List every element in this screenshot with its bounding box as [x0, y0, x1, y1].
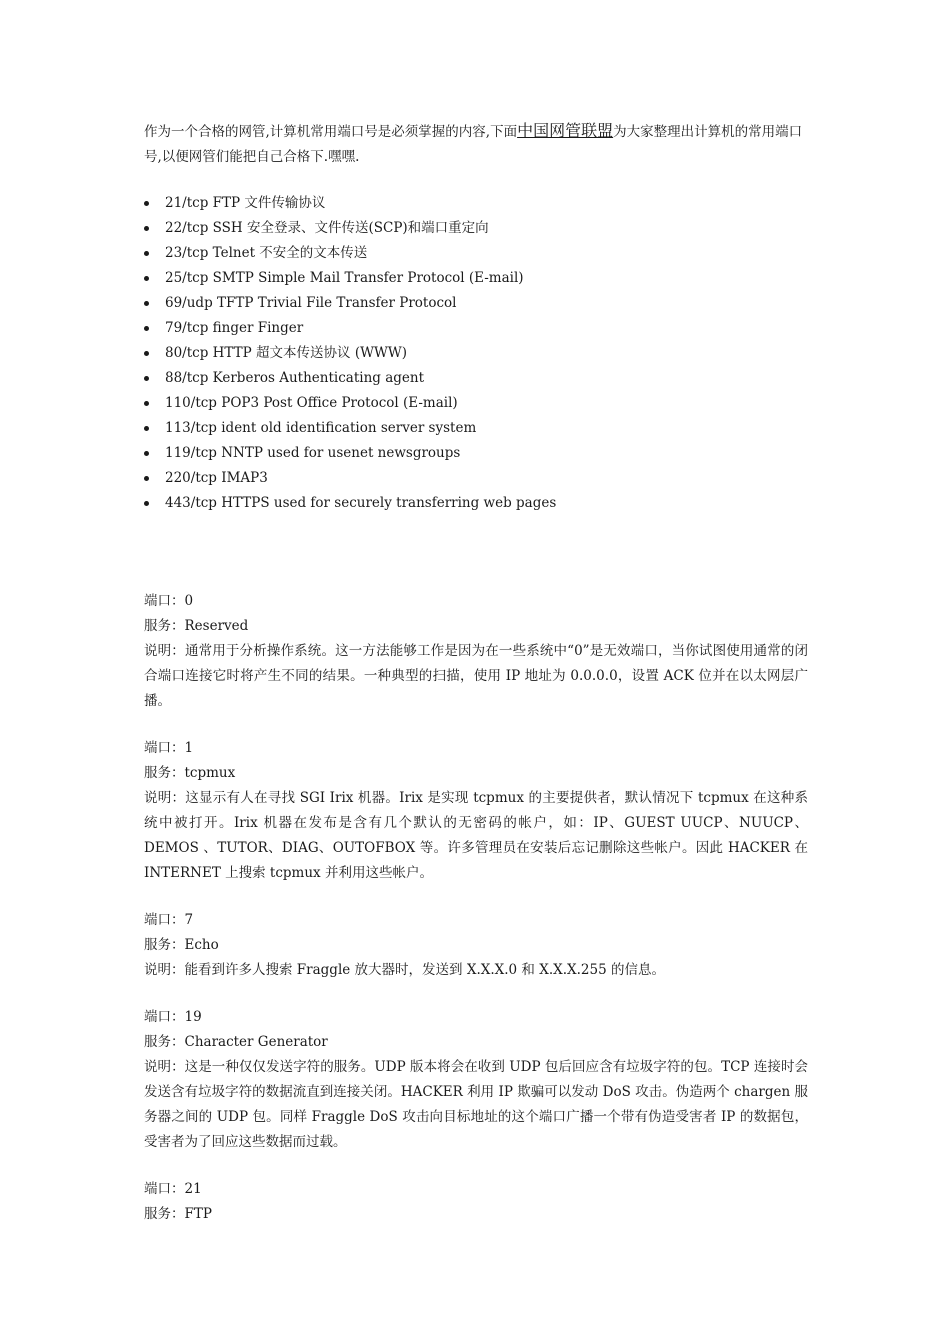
network-admin-league-link[interactable]: 中国网管联盟: [517, 121, 614, 140]
bullet-icon: [144, 426, 149, 431]
port-service: 服务：FTP: [144, 1206, 212, 1222]
list-item: [144, 241, 808, 266]
list-item-text: 69/udp TFTP Trivial File Transfer Protocol: [165, 295, 457, 311]
port-service: 服务：Reserved: [144, 618, 249, 634]
list-item: [144, 366, 808, 391]
list-item-text: 443/tcp HTTPS used for securely transferring web pages: [165, 495, 557, 511]
list-item: [144, 466, 808, 491]
list-item-text: 79/tcp finger Finger: [165, 320, 304, 336]
bullet-icon: [144, 301, 149, 306]
bullet-icon: [144, 326, 149, 331]
port-service: 服务：Echo: [144, 937, 219, 953]
port-number: 端口：7: [144, 912, 194, 928]
document-page: [144, 118, 808, 1249]
port-service: 服务：tcpmux: [144, 765, 236, 781]
port-entry: [144, 589, 808, 714]
list-item: [144, 266, 808, 291]
intro-text-before: 作为一个合格的网管,计算机常用端口号是必须掌握的内容,下面: [144, 124, 518, 140]
port-number: 端口：21: [144, 1181, 202, 1197]
list-item-text: 113/tcp ident old identification server system: [165, 420, 477, 436]
port-description: 说明：这显示有人在寻找 SGI Irix 机器。Irix 是实现 tcpmux 的主要提供者，默认情况下 tcpmux 在这种系统中被打开。Irix 机器在发布是含有几个默认的无密码的帐户，如：IP、GUEST UUCP、NUUCP、DEMOS 、TUTOR、DIAG、OUTOFBOX 等。许多管理员在安装后忘记删除这些帐户。因此 HACKER 在 INTERNET 上搜索 tcpmux 并利用这些帐户。: [144, 790, 808, 881]
port-description: 说明：能看到许多人搜索 Fraggle 放大器时，发送到 X.X.X.0 和 X.X.X.255 的信息。: [144, 962, 665, 978]
bullet-icon: [144, 201, 149, 206]
list-item-text: 220/tcp IMAP3: [165, 470, 268, 486]
port-entry: [144, 736, 808, 886]
list-item-text: 88/tcp Kerberos Authenticating agent: [165, 370, 425, 386]
port-number: 端口：0: [144, 593, 194, 609]
port-number: 端口：19: [144, 1009, 202, 1025]
port-service: 服务：Character Generator: [144, 1034, 328, 1050]
port-descriptions: [144, 589, 808, 1227]
list-item-text: 110/tcp POP3 Post Office Protocol (E-mail): [165, 395, 458, 411]
list-item: [144, 441, 808, 466]
list-item-text: 25/tcp SMTP Simple Mail Transfer Protocol (E-mail): [165, 270, 524, 286]
bullet-icon: [144, 401, 149, 406]
list-item-text: 119/tcp NNTP used for usenet newsgroups: [165, 445, 461, 461]
intro-text-after: 为大家整理出计算机的常用端口号,以便网管们能把自己合格下.嘿嘿.: [144, 124, 803, 165]
list-item: [144, 216, 808, 241]
list-item-text: 21/tcp FTP 文件传输协议: [165, 195, 326, 211]
common-port-list: [144, 191, 808, 516]
bullet-icon: [144, 351, 149, 356]
intro-paragraph: [144, 118, 808, 170]
bullet-icon: [144, 451, 149, 456]
port-description: 说明：这是一种仅仅发送字符的服务。UDP 版本将会在收到 UDP 包后回应含有垃圾字符的包。TCP 连接时会发送含有垃圾字符的数据流直到连接关闭。HACKER 利用 IP 欺骗可以发动 DoS 攻击。伪造两个 chargen 服务器之间的 UDP 包。同样 Fraggle DoS 攻击向目标地址的这个端口广播一个带有伪造受害者 IP 的数据包，受害者为了回应这些数据而过载。: [144, 1059, 808, 1150]
bullet-icon: [144, 276, 149, 281]
bullet-icon: [144, 251, 149, 256]
list-item-text: 80/tcp HTTP 超文本传送协议 (WWW): [165, 345, 408, 361]
list-item-text: 23/tcp Telnet 不安全的文本传送: [165, 245, 368, 261]
port-entry: [144, 1177, 808, 1227]
port-description: 说明：通常用于分析操作系统。这一方法能够工作是因为在一些系统中“0”是无效端口，当你试图使用通常的闭合端口连接它时将产生不同的结果。一种典型的扫描，使用 IP 地址为 0.0.0.0，设置 ACK 位并在以太网层广播。: [144, 643, 808, 709]
port-number: 端口：1: [144, 740, 194, 756]
list-item: [144, 491, 808, 516]
list-item: [144, 316, 808, 341]
list-item-text: 22/tcp SSH 安全登录、文件传送(SCP)和端口重定向: [165, 220, 489, 236]
list-item: [144, 291, 808, 316]
bullet-icon: [144, 376, 149, 381]
bullet-icon: [144, 476, 149, 481]
list-item: [144, 191, 808, 216]
bullet-icon: [144, 501, 149, 506]
port-entry: [144, 908, 808, 983]
port-entry: [144, 1005, 808, 1155]
list-item: [144, 416, 808, 441]
list-item: [144, 391, 808, 416]
bullet-icon: [144, 226, 149, 231]
list-item: [144, 341, 808, 366]
